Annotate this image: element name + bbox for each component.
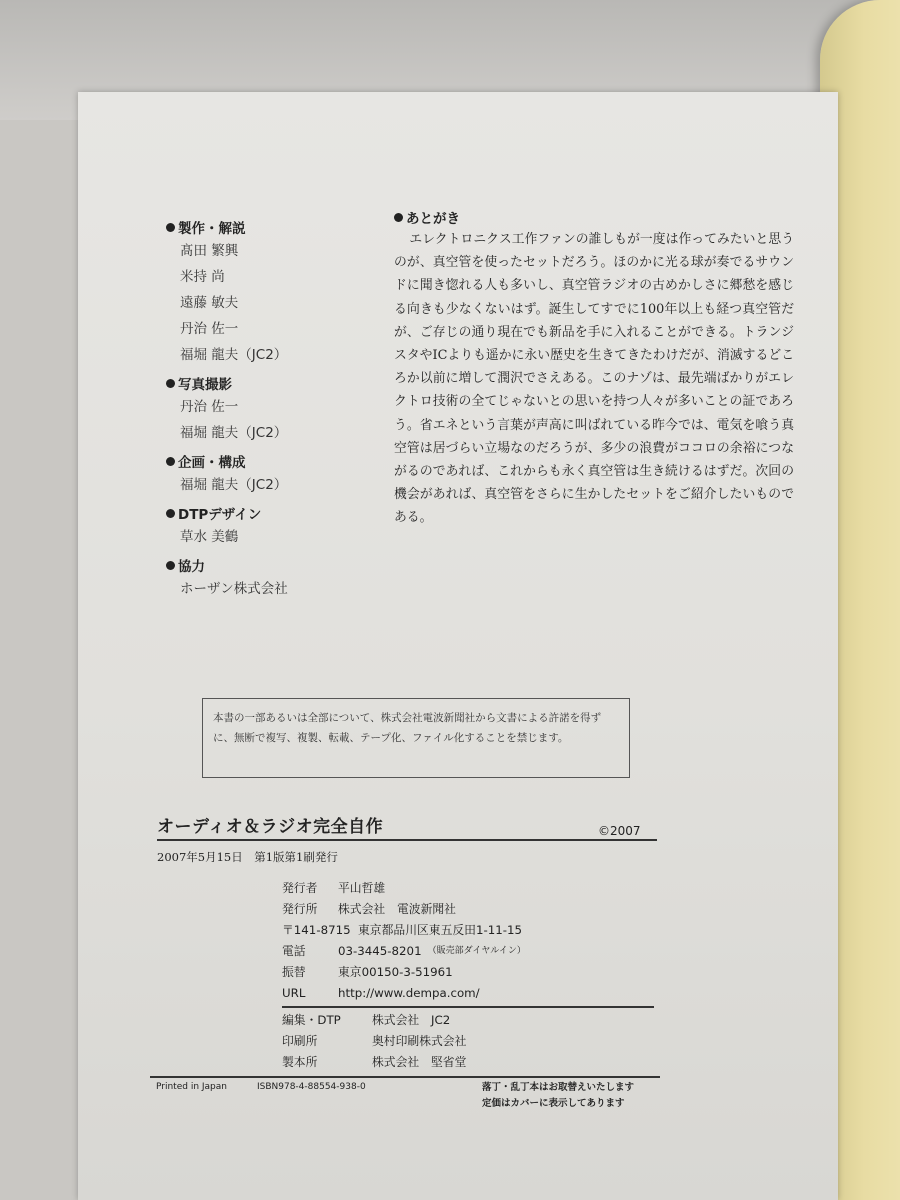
print-info	[156, 1082, 396, 1092]
pub-row: 振替 東京00150-3-51961	[282, 965, 453, 979]
credit-name: 髙田 繁興	[180, 243, 239, 259]
pub-row: 〒141-8715 東京都品川区東五反田1-11-15	[282, 923, 523, 937]
pub-row: 発行者 平山哲雄	[282, 881, 386, 895]
credit-name: ホーザン株式会社	[180, 581, 288, 597]
isbn: ISBN978-4-88554-938-0	[256, 1082, 366, 1092]
credit-name: 丹治 佐一	[180, 321, 239, 337]
credit-name: 福堀 龍夫（JC2）	[180, 347, 288, 363]
credit-name: 丹治 佐一	[180, 399, 239, 415]
afterword-heading: あとがき	[394, 206, 794, 228]
credits-column	[166, 212, 406, 602]
footer-rule	[150, 1076, 660, 1078]
edition-line: 2007年5月15日 第1版第1刷発行	[157, 850, 338, 864]
credit-name: 米持 尚	[180, 269, 225, 285]
credit-name: 福堀 龍夫（JC2）	[180, 425, 288, 441]
pub-row: URL http://www.dempa.com/	[282, 986, 480, 1000]
credit-name: 草水 美鶴	[180, 529, 239, 545]
replacement-note: 落丁・乱丁本はお取替えいたします 定価はカバーに表示してあります	[482, 1082, 635, 1109]
production-row: 印刷所 奥村印刷株式会社	[282, 1034, 467, 1048]
credit-heading: 写真撮影	[166, 372, 406, 394]
afterword-body: エレクトロニクス工作ファンの誰しもが一度は作ってみたいと思うのが、真空管を使ったセットだろう。ほのかに光る球が奏でるサウンドに聞き惚れる人も多いし、真空管ラジオの古めかしさに郷愁を感じる向きも少なくないはず。誕生してすでに100年以上も経つ真空管だが、ご存じの通り現在でも新品を手に入れることができる。トランジスタやICよりも遥かに永い歴史を生きてきたわけだが、消滅するどころか以前に増して潤沢でさえある。このナゾは、最先端ばかりがエレクトロ技術の全てじゃないとの思いを持つ人々が多いことの証であろう。省エネという言葉が声高に叫ばれている昨今では、電気を喰う真空管は居づらい立場なのだろうが、多少の浪費がココロの余裕につながるのであれば、これからも永く真空管は生き続けるはずだ。次回の機会があれば、真空管をさらに生かしたセットをご紹介したいものである。	[394, 232, 794, 526]
credit-name: 遠藤 敏夫	[180, 295, 239, 311]
bullet-icon	[394, 213, 403, 222]
production-row: 編集・DTP 株式会社 JC2	[282, 1013, 451, 1027]
colophon-page	[78, 92, 838, 1200]
book-title: オーディオ＆ラジオ完全自作	[157, 817, 384, 837]
bullet-icon	[166, 457, 175, 466]
publication-info	[282, 878, 654, 1073]
bullet-icon	[166, 509, 175, 518]
credit-heading: 企画・構成	[166, 450, 406, 472]
production-row: 製本所 株式会社 堅省堂	[282, 1055, 467, 1069]
bullet-icon	[166, 561, 175, 570]
bullet-icon	[166, 379, 175, 388]
printed-in: Printed in Japan	[156, 1082, 227, 1092]
bullet-icon	[166, 223, 175, 232]
credit-heading: 製作・解説	[166, 216, 406, 238]
pub-rule	[282, 1006, 654, 1008]
afterword	[394, 206, 794, 530]
copyright-mark: ©2007	[598, 824, 641, 838]
pub-row: 電話 03-3445-8201 （販売部ダイヤルイン）	[282, 944, 526, 958]
credit-heading: 協力	[166, 554, 406, 576]
credit-name: 福堀 龍夫（JC2）	[180, 477, 288, 493]
title-rule	[157, 839, 657, 841]
pub-row: 発行所 株式会社 電波新聞社	[282, 902, 456, 916]
copyright-notice-box: 本書の一部あるいは全部について、株式会社電波新聞社から文書による許諾を得ずに、無断で複写、複製、転載、テープ化、ファイル化することを禁じます。	[202, 698, 630, 778]
credit-heading: DTPデザイン	[166, 502, 406, 524]
